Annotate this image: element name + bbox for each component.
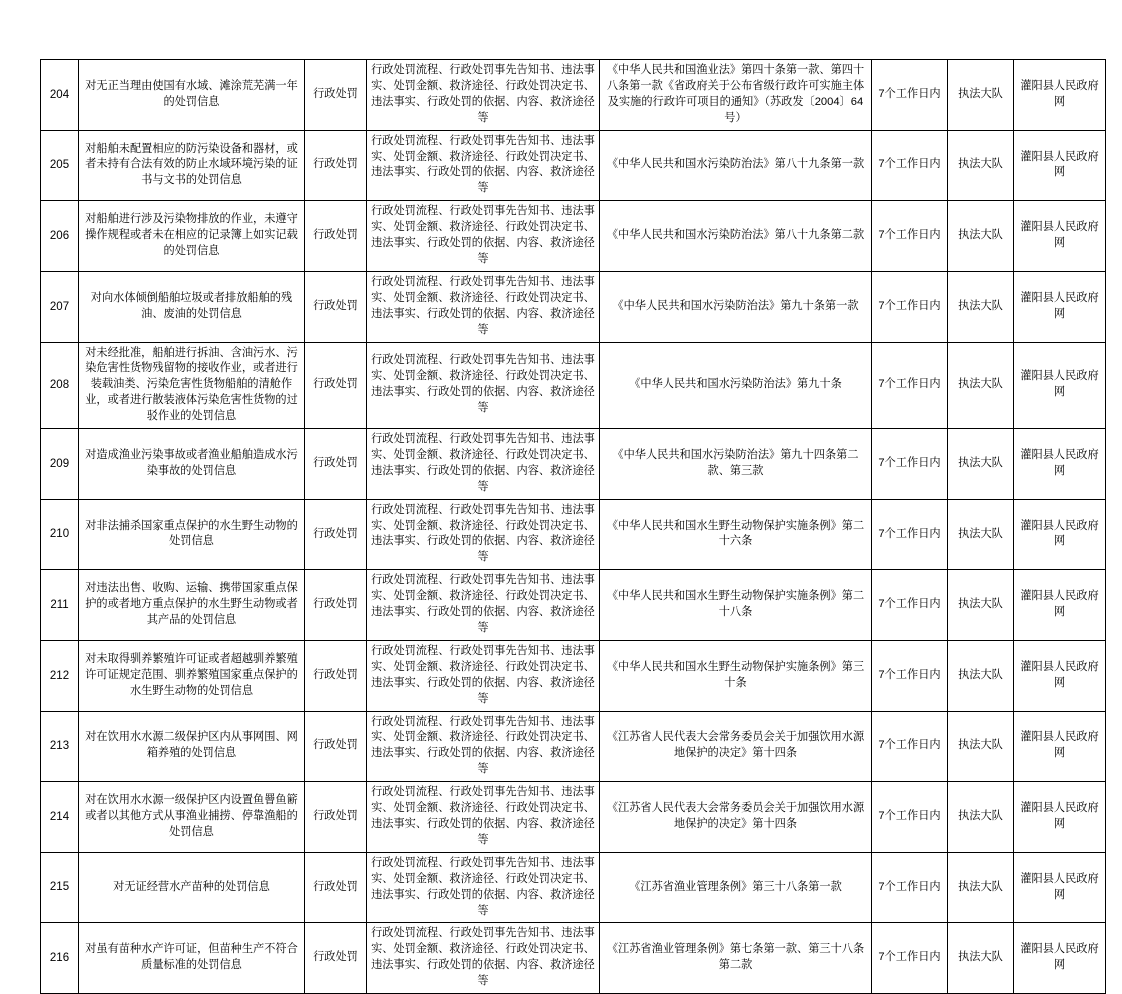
- cell-implementing-organization: 执法大队: [948, 271, 1014, 342]
- cell-implementing-organization: 执法大队: [948, 711, 1014, 782]
- cell-time-limit: 7个工作日内: [872, 342, 948, 429]
- cell-disclosure-platform: 灌阳县人民政府网: [1014, 782, 1106, 853]
- cell-implementing-organization: 执法大队: [948, 130, 1014, 201]
- cell-serial-number: 206: [41, 201, 79, 272]
- cell-penalty-process: 行政处罚流程、行政处罚事先告知书、违法事实、处罚金额、救济途径、行政处罚决定书、违法事实、行政处罚的依据、内容、救济途径等: [367, 130, 600, 201]
- cell-item-name: 对无证经营水产苗种的处罚信息: [79, 852, 305, 923]
- table-row: [41, 711, 1106, 782]
- cell-serial-number: 215: [41, 852, 79, 923]
- cell-disclosure-platform: 灌阳县人民政府网: [1014, 570, 1106, 641]
- cell-serial-number: 216: [41, 923, 79, 994]
- administrative-penalty-table: [40, 59, 1106, 994]
- cell-penalty-type: 行政处罚: [305, 271, 367, 342]
- cell-legal-basis: 《中华人民共和国渔业法》第四十条第一款、第四十八条第一款《省政府关于公布省级行政许可实施主体及实施的行政许可项目的通知》（苏政发〔2004〕64号）: [600, 60, 872, 131]
- cell-penalty-type: 行政处罚: [305, 570, 367, 641]
- table-row: [41, 923, 1106, 994]
- table-row: [41, 499, 1106, 570]
- cell-penalty-process: 行政处罚流程、行政处罚事先告知书、违法事实、处罚金额、救济途径、行政处罚决定书、违法事实、行政处罚的依据、内容、救济途径等: [367, 570, 600, 641]
- cell-penalty-type: 行政处罚: [305, 711, 367, 782]
- cell-penalty-process: 行政处罚流程、行政处罚事先告知书、违法事实、处罚金额、救济途径、行政处罚决定书、违法事实、行政处罚的依据、内容、救济途径等: [367, 201, 600, 272]
- cell-disclosure-platform: 灌阳县人民政府网: [1014, 201, 1106, 272]
- cell-penalty-type: 行政处罚: [305, 429, 367, 500]
- cell-serial-number: 212: [41, 640, 79, 711]
- cell-serial-number: 205: [41, 130, 79, 201]
- cell-legal-basis: 《江苏省渔业管理条例》第七条第一款、第三十八条第二款: [600, 923, 872, 994]
- cell-serial-number: 214: [41, 782, 79, 853]
- cell-legal-basis: 《江苏省渔业管理条例》第三十八条第一款: [600, 852, 872, 923]
- cell-penalty-type: 行政处罚: [305, 923, 367, 994]
- cell-item-name: 对向水体倾倒船舶垃圾或者排放船舶的残油、废油的处罚信息: [79, 271, 305, 342]
- cell-serial-number: 210: [41, 499, 79, 570]
- cell-penalty-type: 行政处罚: [305, 342, 367, 429]
- cell-penalty-process: 行政处罚流程、行政处罚事先告知书、违法事实、处罚金额、救济途径、行政处罚决定书、违法事实、行政处罚的依据、内容、救济途径等: [367, 852, 600, 923]
- cell-legal-basis: 《中华人民共和国水污染防治法》第八十九条第一款: [600, 130, 872, 201]
- cell-disclosure-platform: 灌阳县人民政府网: [1014, 852, 1106, 923]
- cell-serial-number: 207: [41, 271, 79, 342]
- cell-disclosure-platform: 灌阳县人民政府网: [1014, 711, 1106, 782]
- cell-time-limit: 7个工作日内: [872, 923, 948, 994]
- cell-serial-number: 209: [41, 429, 79, 500]
- cell-penalty-process: 行政处罚流程、行政处罚事先告知书、违法事实、处罚金额、救济途径、行政处罚决定书、违法事实、行政处罚的依据、内容、救济途径等: [367, 782, 600, 853]
- table-row: [41, 201, 1106, 272]
- cell-penalty-type: 行政处罚: [305, 782, 367, 853]
- cell-penalty-process: 行政处罚流程、行政处罚事先告知书、违法事实、处罚金额、救济途径、行政处罚决定书、违法事实、行政处罚的依据、内容、救济途径等: [367, 711, 600, 782]
- cell-item-name: 对造成渔业污染事故或者渔业船舶造成水污染事故的处罚信息: [79, 429, 305, 500]
- cell-disclosure-platform: 灌阳县人民政府网: [1014, 130, 1106, 201]
- cell-serial-number: 208: [41, 342, 79, 429]
- cell-legal-basis: 《中华人民共和国水污染防治法》第八十九条第二款: [600, 201, 872, 272]
- cell-implementing-organization: 执法大队: [948, 201, 1014, 272]
- cell-legal-basis: 《中华人民共和国水污染防治法》第九十条第一款: [600, 271, 872, 342]
- cell-disclosure-platform: 灌阳县人民政府网: [1014, 342, 1106, 429]
- cell-time-limit: 7个工作日内: [872, 640, 948, 711]
- cell-item-name: 对未取得驯养繁殖许可证或者超越驯养繁殖许可证规定范围、驯养繁殖国家重点保护的水生野生动物的处罚信息: [79, 640, 305, 711]
- cell-serial-number: 213: [41, 711, 79, 782]
- cell-item-name: 对未经批准，船舶进行拆油、含油污水、污染危害性货物残留物的接收作业，或者进行装载油类、污染危害性货物船舶的清舱作业，或者进行散装液体污染危害性货物的过驳作业的处罚信息: [79, 342, 305, 429]
- table-row: [41, 429, 1106, 500]
- cell-penalty-process: 行政处罚流程、行政处罚事先告知书、违法事实、处罚金额、救济途径、行政处罚决定书、违法事实、行政处罚的依据、内容、救济途径等: [367, 60, 600, 131]
- cell-penalty-type: 行政处罚: [305, 640, 367, 711]
- cell-time-limit: 7个工作日内: [872, 201, 948, 272]
- cell-implementing-organization: 执法大队: [948, 923, 1014, 994]
- cell-disclosure-platform: 灌阳县人民政府网: [1014, 429, 1106, 500]
- cell-time-limit: 7个工作日内: [872, 60, 948, 131]
- cell-legal-basis: 《中华人民共和国水污染防治法》第九十四条第二款、第三款: [600, 429, 872, 500]
- table-row: [41, 570, 1106, 641]
- cell-penalty-type: 行政处罚: [305, 130, 367, 201]
- cell-item-name: 对在饮用水水源一级保护区内设置鱼罾鱼簖或者以其他方式从事渔业捕捞、停靠渔船的处罚信息: [79, 782, 305, 853]
- cell-legal-basis: 《中华人民共和国水生野生动物保护实施条例》第三十条: [600, 640, 872, 711]
- cell-time-limit: 7个工作日内: [872, 711, 948, 782]
- cell-legal-basis: 《中华人民共和国水生野生动物保护实施条例》第二十八条: [600, 570, 872, 641]
- table-row: [41, 130, 1106, 201]
- cell-legal-basis: 《中华人民共和国水污染防治法》第九十条: [600, 342, 872, 429]
- cell-legal-basis: 《江苏省人民代表大会常务委员会关于加强饮用水源地保护的决定》第十四条: [600, 782, 872, 853]
- cell-penalty-type: 行政处罚: [305, 852, 367, 923]
- cell-item-name: 对非法捕杀国家重点保护的水生野生动物的处罚信息: [79, 499, 305, 570]
- cell-serial-number: 204: [41, 60, 79, 131]
- cell-time-limit: 7个工作日内: [872, 499, 948, 570]
- cell-penalty-type: 行政处罚: [305, 499, 367, 570]
- cell-implementing-organization: 执法大队: [948, 60, 1014, 131]
- table-container: [40, 59, 1099, 994]
- cell-penalty-type: 行政处罚: [305, 201, 367, 272]
- cell-penalty-process: 行政处罚流程、行政处罚事先告知书、违法事实、处罚金额、救济途径、行政处罚决定书、违法事实、行政处罚的依据、内容、救济途径等: [367, 499, 600, 570]
- cell-implementing-organization: 执法大队: [948, 782, 1014, 853]
- cell-penalty-process: 行政处罚流程、行政处罚事先告知书、违法事实、处罚金额、救济途径、行政处罚决定书、违法事实、行政处罚的依据、内容、救济途径等: [367, 429, 600, 500]
- cell-time-limit: 7个工作日内: [872, 271, 948, 342]
- cell-penalty-process: 行政处罚流程、行政处罚事先告知书、违法事实、处罚金额、救济途径、行政处罚决定书、违法事实、行政处罚的依据、内容、救济途径等: [367, 342, 600, 429]
- cell-implementing-organization: 执法大队: [948, 429, 1014, 500]
- cell-item-name: 对船舶进行涉及污染物排放的作业，未遵守操作规程或者未在相应的记录簿上如实记载的处罚信息: [79, 201, 305, 272]
- cell-disclosure-platform: 灌阳县人民政府网: [1014, 640, 1106, 711]
- table-row: [41, 60, 1106, 131]
- cell-disclosure-platform: 灌阳县人民政府网: [1014, 271, 1106, 342]
- cell-disclosure-platform: 灌阳县人民政府网: [1014, 499, 1106, 570]
- cell-time-limit: 7个工作日内: [872, 429, 948, 500]
- cell-implementing-organization: 执法大队: [948, 499, 1014, 570]
- cell-item-name: 对违法出售、收购、运输、携带国家重点保护的或者地方重点保护的水生野生动物或者其产品的处罚信息: [79, 570, 305, 641]
- cell-item-name: 对虽有苗种水产许可证，但苗种生产不符合质量标准的处罚信息: [79, 923, 305, 994]
- cell-penalty-process: 行政处罚流程、行政处罚事先告知书、违法事实、处罚金额、救济途径、行政处罚决定书、违法事实、行政处罚的依据、内容、救济途径等: [367, 640, 600, 711]
- cell-penalty-type: 行政处罚: [305, 60, 367, 131]
- cell-implementing-organization: 执法大队: [948, 640, 1014, 711]
- cell-penalty-process: 行政处罚流程、行政处罚事先告知书、违法事实、处罚金额、救济途径、行政处罚决定书、违法事实、行政处罚的依据、内容、救济途径等: [367, 271, 600, 342]
- cell-item-name: 对无正当理由使国有水域、滩涂荒芜满一年的处罚信息: [79, 60, 305, 131]
- cell-time-limit: 7个工作日内: [872, 130, 948, 201]
- cell-time-limit: 7个工作日内: [872, 782, 948, 853]
- cell-time-limit: 7个工作日内: [872, 852, 948, 923]
- cell-legal-basis: 《江苏省人民代表大会常务委员会关于加强饮用水源地保护的决定》第十四条: [600, 711, 872, 782]
- cell-item-name: 对在饮用水水源二级保护区内从事网围、网箱养殖的处罚信息: [79, 711, 305, 782]
- cell-penalty-process: 行政处罚流程、行政处罚事先告知书、违法事实、处罚金额、救济途径、行政处罚决定书、违法事实、行政处罚的依据、内容、救济途径等: [367, 923, 600, 994]
- cell-implementing-organization: 执法大队: [948, 342, 1014, 429]
- cell-disclosure-platform: 灌阳县人民政府网: [1014, 60, 1106, 131]
- table-row: [41, 782, 1106, 853]
- cell-implementing-organization: 执法大队: [948, 570, 1014, 641]
- cell-implementing-organization: 执法大队: [948, 852, 1014, 923]
- table-row: [41, 640, 1106, 711]
- cell-legal-basis: 《中华人民共和国水生野生动物保护实施条例》第二十六条: [600, 499, 872, 570]
- table-row: [41, 342, 1106, 429]
- cell-time-limit: 7个工作日内: [872, 570, 948, 641]
- cell-serial-number: 211: [41, 570, 79, 641]
- table-row: [41, 852, 1106, 923]
- table-body: [41, 60, 1106, 994]
- cell-disclosure-platform: 灌阳县人民政府网: [1014, 923, 1106, 994]
- table-row: [41, 271, 1106, 342]
- cell-item-name: 对船舶未配置相应的防污染设备和器材，或者未持有合法有效的防止水域环境污染的证书与文书的处罚信息: [79, 130, 305, 201]
